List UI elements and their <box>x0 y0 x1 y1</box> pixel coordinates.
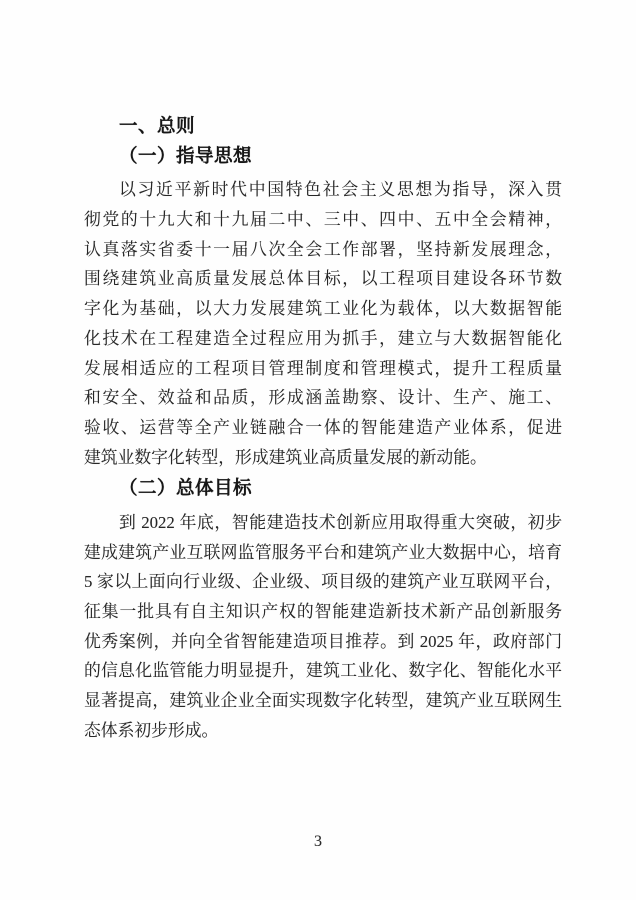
paragraph-line: 认真落实省委十一届八次全会工作部署，坚持新发展理念， <box>84 239 562 259</box>
subsection-heading-guiding-ideology: （一）指导思想 <box>119 146 253 167</box>
paragraph-line: 征集一批具有自主知识产权的智能建造新技术新产品创新服务 <box>84 602 562 621</box>
paragraph-line: 发展相适应的工程项目管理制度和管理模式，提升工程质量 <box>84 358 562 378</box>
paragraph-line: 显著提高，建筑业企业全面实现数字化转型，建筑产业互联网生 <box>84 691 562 711</box>
paragraph-line: 和安全、效益和品质，形成涵盖勘察、设计、生产、施工、 <box>84 388 562 408</box>
subsection-heading-overall-goals: （二）总体目标 <box>119 479 253 500</box>
section-title: 一、总则 <box>119 117 196 137</box>
page-number: 3 <box>314 833 322 850</box>
paragraph-line: 的信息化监管能力明显提升，建筑工业化、数字化、智能化水平 <box>84 661 562 681</box>
paragraph-line: 字化为基础，以大力发展建筑工业化为载体，以大数据智能 <box>84 299 562 319</box>
paragraph-line: 化技术在工程建造全过程应用为抓手，建立与大数据智能化 <box>84 328 562 348</box>
paragraph-line: 5 家以上面向行业级、企业级、项目级的建筑产业互联网平台， <box>84 572 562 592</box>
document-body <box>84 113 562 745</box>
paragraph-line: 围绕建筑业高质量发展总体目标，以工程项目建设各环节数 <box>84 269 562 289</box>
paragraph-line: 态体系初步形成。 <box>84 720 219 740</box>
paragraph-line: 到 2022 年底，智能建造技术创新应用取得重大突破，初步 <box>119 512 562 532</box>
paragraph-line: 彻党的十九大和十九届二中、三中、四中、五中全会精神， <box>84 210 562 230</box>
paragraph-line: 建筑业数字化转型，形成建筑业高质量发展的新动能。 <box>84 447 487 467</box>
paragraph-line: 验收、运营等全产业链融合一体的智能建造产业体系，促进 <box>84 417 562 437</box>
paragraph-line: 以习近平新时代中国特色社会主义思想为指导，深入贯 <box>119 180 562 200</box>
paragraph-line: 优秀案例，并向全省智能建造项目推荐。到 2025 年，政府部门 <box>84 631 562 651</box>
paragraph-line: 建成建筑产业互联网监管服务平台和建筑产业大数据中心，培育 <box>84 542 562 562</box>
